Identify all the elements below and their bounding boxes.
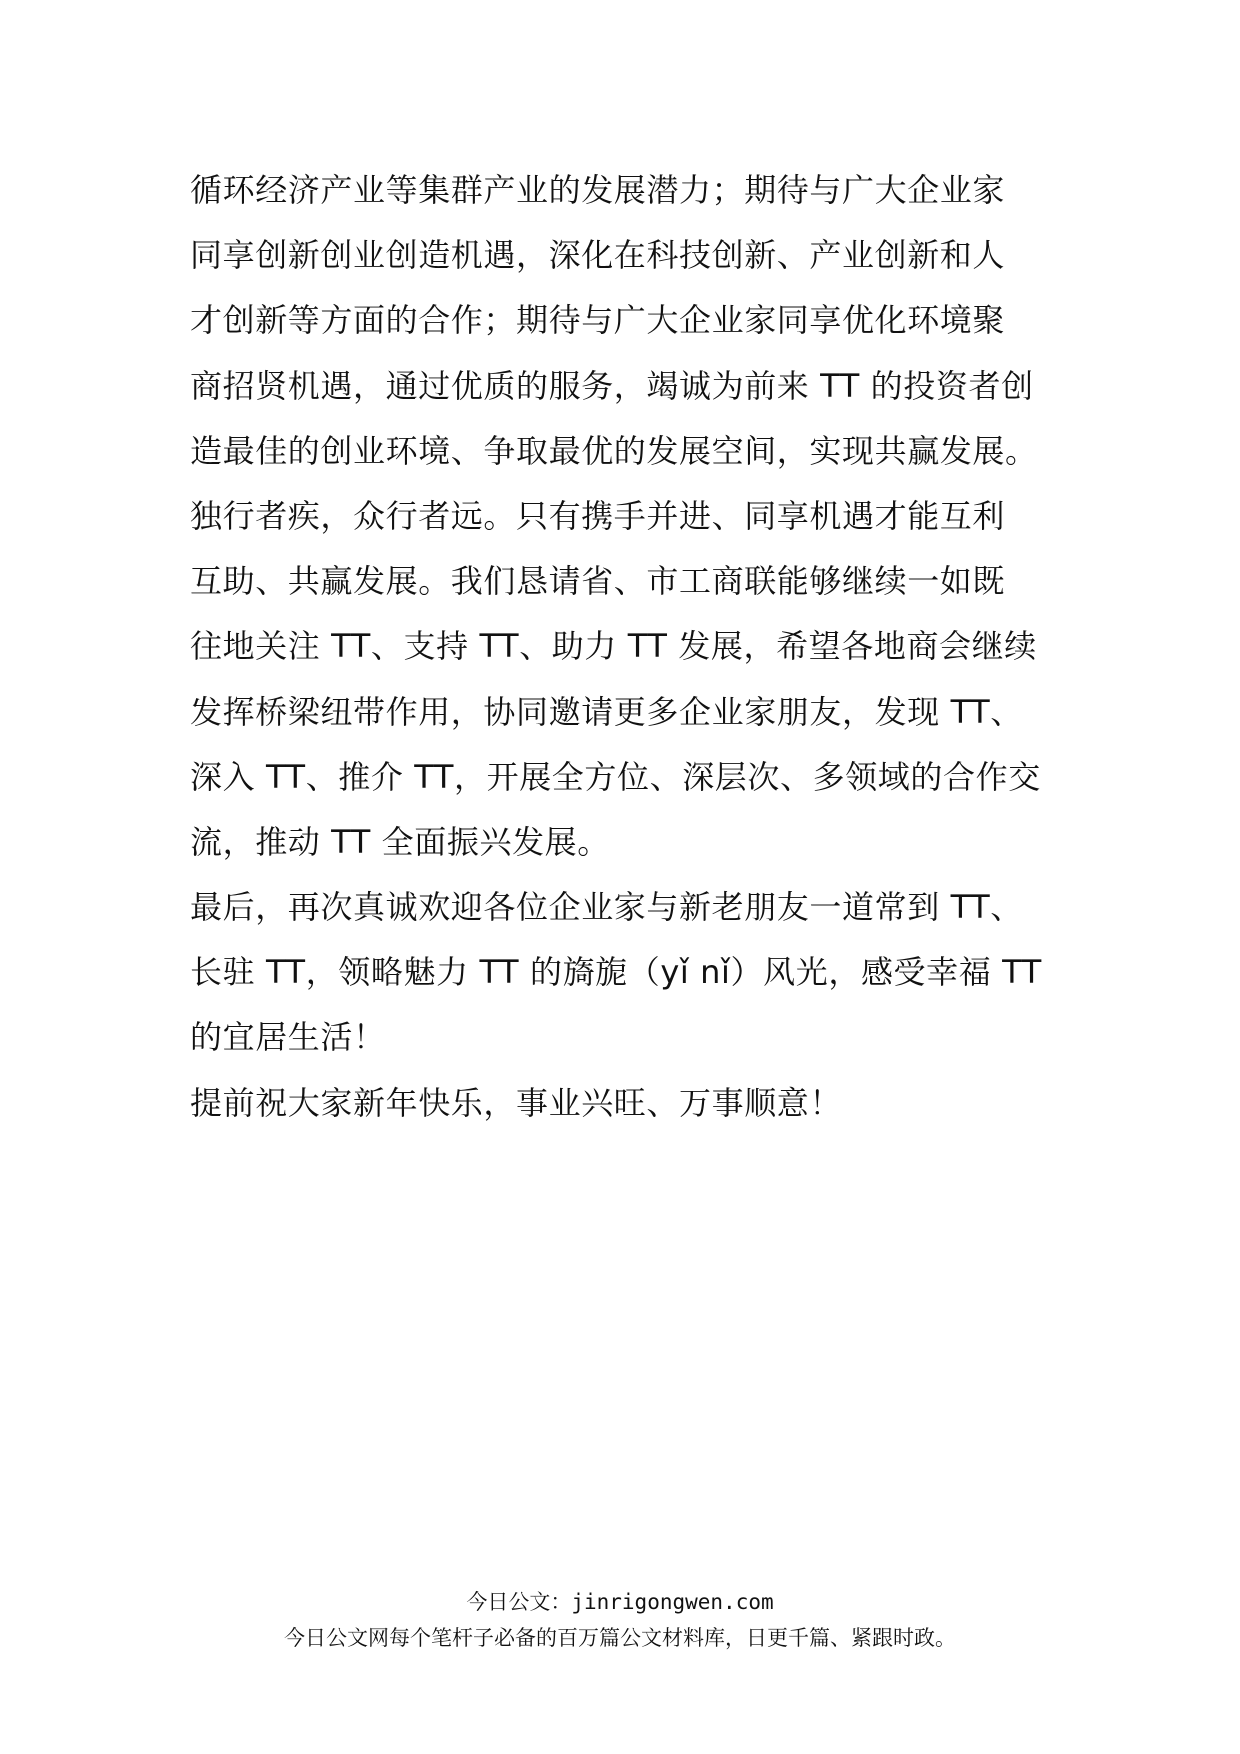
footer-site-line <box>0 1586 1240 1616</box>
footer-site-label: 今日公文： <box>466 1590 572 1614</box>
text-line: 往地关注 TT、支持 TT、助力 TT 发展，希望各地商会继续 <box>190 627 1037 666</box>
text-line: 造最佳的创业环境、争取最优的发展空间，实现共赢发展。 <box>190 431 1038 470</box>
footer-tagline: 今日公文网每个笔杆子必备的百万篇公文材料库，日更千篇、紧跟时政。 <box>284 1626 956 1650</box>
text-line: 长驻 TT，领略魅力 TT 的旖旎（yǐ nǐ）风光，感受幸福 TT <box>190 953 1042 992</box>
text-line: 流，推动 TT 全面振兴发展。 <box>190 822 610 861</box>
document-body <box>190 158 1062 1136</box>
text-line: 提前祝大家新年快乐，事业兴旺、万事顺意！ <box>190 1083 843 1122</box>
text-line: 深入 TT、推介 TT，开展全方位、深层次、多领域的合作交 <box>190 757 1041 796</box>
text-line: 才创新等方面的合作；期待与广大企业家同享优化环境聚 <box>190 301 1006 340</box>
text-line: 的宜居生活！ <box>190 1018 386 1057</box>
text-line: 同享创新创业创造机遇，深化在科技创新、产业创新和人 <box>190 236 1006 275</box>
text-line: 循环经济产业等集群产业的发展潜力；期待与广大企业家 <box>190 171 1006 209</box>
text-line: 独行者疾，众行者远。只有携手并进、同享机遇才能互利 <box>190 496 1006 535</box>
text-line: 互助、共赢发展。我们恳请省、市工商联能够继续一如既 <box>190 562 1006 601</box>
text-line: 商招贤机遇，通过优质的服务，竭诚为前来 TT 的投资者创 <box>190 366 1034 405</box>
footer-site-url: jinrigongwen.com <box>571 1590 774 1614</box>
text-line: 最后，再次真诚欢迎各位企业家与新老朋友一道常到 TT、 <box>190 888 1023 927</box>
text-line: 发挥桥梁纽带作用，协同邀请更多企业家朋友，发现 TT、 <box>190 692 1023 731</box>
